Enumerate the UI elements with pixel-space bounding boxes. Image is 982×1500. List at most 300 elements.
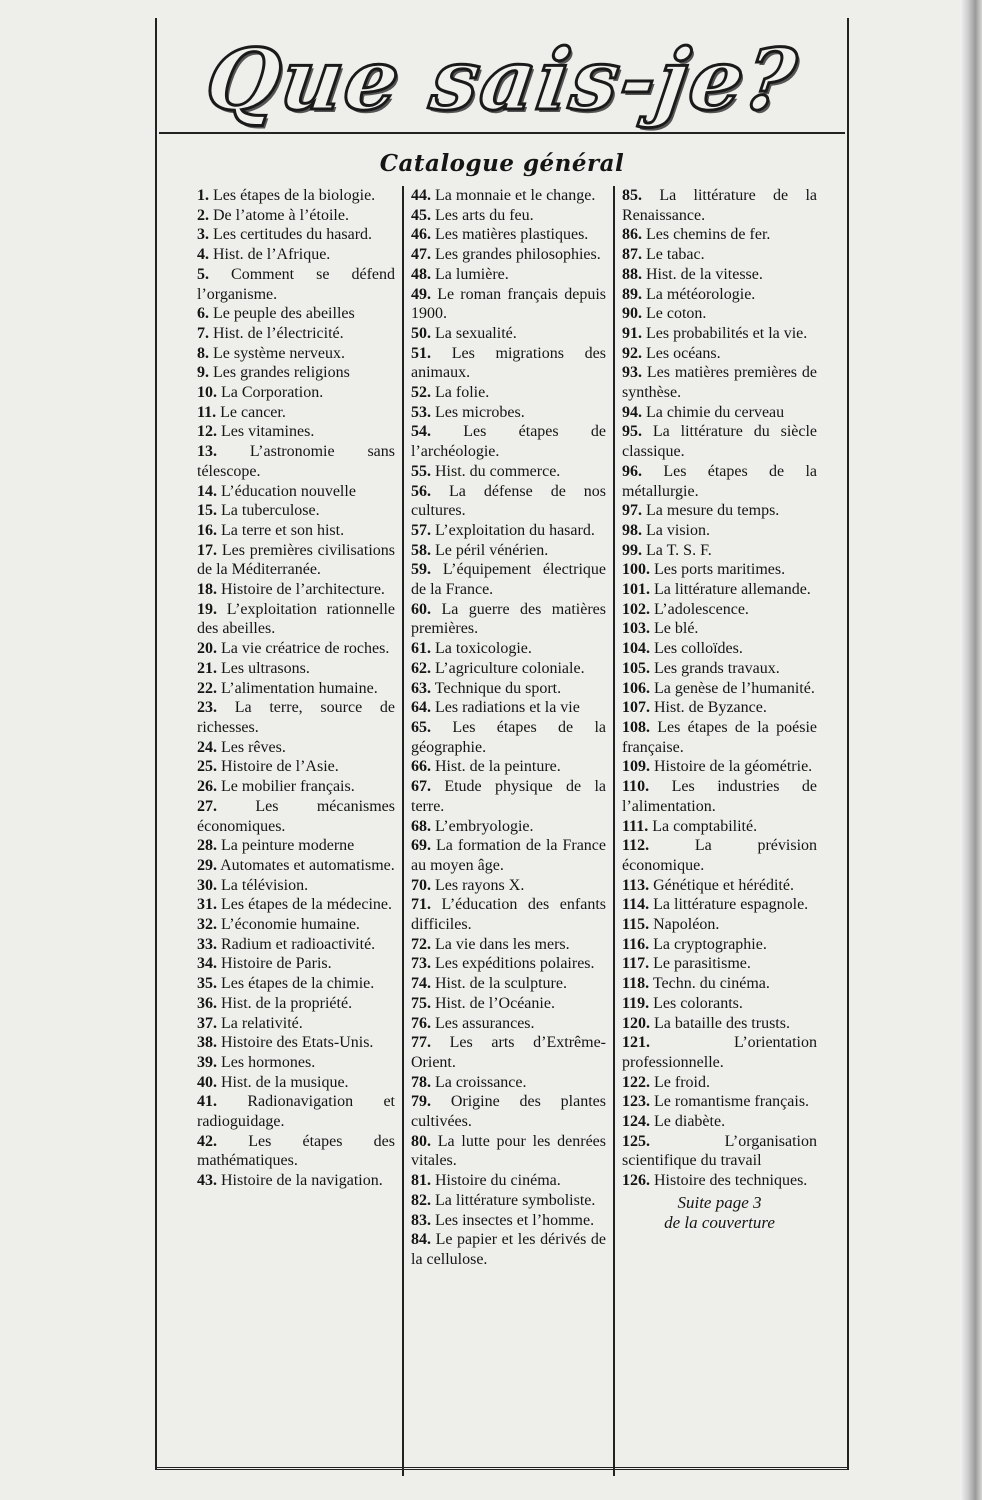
entry-title: Le système nerveux. xyxy=(213,344,345,362)
entry-title: L’éducation des enfants difficiles. xyxy=(411,896,606,934)
entry-number: 113. xyxy=(622,876,650,894)
catalog-entry xyxy=(622,344,817,364)
catalog-entry xyxy=(197,659,395,679)
entry-number: 30. xyxy=(197,876,217,894)
catalog-entry xyxy=(622,1092,817,1112)
catalog-entry xyxy=(622,225,817,245)
entry-title: Les colloïdes. xyxy=(654,640,743,658)
catalog-entry xyxy=(622,698,817,718)
catalog-entry xyxy=(622,817,817,837)
catalog-entry xyxy=(622,1112,817,1132)
catalog-entry xyxy=(197,344,395,364)
catalog-entry xyxy=(622,876,817,896)
catalog-entry xyxy=(411,836,606,875)
entry-number: 104. xyxy=(622,640,650,658)
entry-title: La peinture moderne xyxy=(221,837,355,855)
catalog-entry xyxy=(197,679,395,699)
entry-title: Histoire de la navigation. xyxy=(221,1172,383,1190)
catalog-entry xyxy=(411,679,606,699)
catalog-entry xyxy=(197,186,395,206)
entry-title: Le parasitisme. xyxy=(653,955,751,973)
entry-title: Les ultrasons. xyxy=(221,659,310,677)
catalog-entry xyxy=(197,836,395,856)
entry-title: Les grands travaux. xyxy=(654,659,780,677)
catalog-entry xyxy=(622,285,817,305)
catalog-entry xyxy=(622,501,817,521)
entry-number: 32. xyxy=(197,916,217,934)
entry-number: 33. xyxy=(197,935,217,953)
entry-number: 24. xyxy=(197,738,217,756)
entry-number: 1. xyxy=(197,187,209,204)
entry-number: 35. xyxy=(197,975,217,993)
entry-number: 12. xyxy=(197,423,217,441)
entry-number: 47. xyxy=(411,246,431,264)
entry-number: 2. xyxy=(197,206,209,224)
entry-number: 94. xyxy=(622,403,642,421)
entry-title: Hist. de l’Océanie. xyxy=(435,994,555,1012)
catalog-column-3 xyxy=(615,186,817,1476)
catalog-entry xyxy=(411,541,606,561)
entry-number: 4. xyxy=(197,246,209,264)
catalog-entry xyxy=(622,659,817,679)
catalog-entry xyxy=(197,225,395,245)
catalog-entry xyxy=(197,698,395,737)
entry-number: 90. xyxy=(622,305,642,323)
catalog-entry xyxy=(411,994,606,1014)
entry-title: Les rêves. xyxy=(221,738,286,756)
catalog-entry xyxy=(197,363,395,383)
entry-number: 82. xyxy=(411,1191,431,1209)
entry-title: La prévision économique. xyxy=(622,837,818,874)
catalog-entry xyxy=(197,1171,395,1191)
entry-title: Le froid. xyxy=(654,1073,710,1091)
entry-number: 75. xyxy=(411,994,431,1012)
entry-title: Les premières civilisations de la Méditerranée. xyxy=(197,541,395,579)
entry-number: 23. xyxy=(197,699,217,717)
entry-number: 34. xyxy=(197,955,217,973)
catalog-entry xyxy=(622,324,817,344)
catalog-entry xyxy=(411,560,606,599)
entry-number: 66. xyxy=(411,758,431,776)
entry-number: 121. xyxy=(622,1034,650,1052)
entry-number: 20. xyxy=(197,640,217,658)
entry-number: 83. xyxy=(411,1211,431,1229)
entry-title: Le tabac. xyxy=(646,246,705,264)
catalog-entry xyxy=(197,1053,395,1073)
entry-number: 58. xyxy=(411,541,431,559)
entry-number: 126. xyxy=(622,1172,650,1190)
entry-title: La formation de la France au moyen âge. xyxy=(411,837,606,874)
catalog-entry xyxy=(197,974,395,994)
entry-number: 39. xyxy=(197,1053,217,1071)
entry-title: Les certitudes du hasard. xyxy=(213,226,373,244)
entry-title: Le blé. xyxy=(654,620,699,638)
entry-number: 49. xyxy=(411,285,431,303)
catalog-entry xyxy=(197,1092,395,1131)
entry-number: 59. xyxy=(411,561,431,579)
entry-number: 5. xyxy=(197,265,209,283)
entry-title: La défense de nos cultures. xyxy=(411,482,606,520)
entry-number: 36. xyxy=(197,994,217,1012)
entry-title: Les étapes de la poésie française. xyxy=(622,718,817,756)
entry-number: 56. xyxy=(411,482,431,500)
entry-title: L’alimentation humaine. xyxy=(221,679,378,697)
catalog-entry xyxy=(197,521,395,541)
catalog-entry xyxy=(622,600,817,620)
entry-number: 37. xyxy=(197,1014,217,1032)
entry-title: L’adolescence. xyxy=(654,600,749,618)
entry-number: 10. xyxy=(197,384,217,402)
entry-title: Hist. de la peinture. xyxy=(435,758,561,776)
entry-title: La comptabilité. xyxy=(652,817,758,835)
entry-title: Les probabilités et la vie. xyxy=(646,324,808,342)
entry-title: La T. S. F. xyxy=(646,541,712,559)
entry-number: 96. xyxy=(622,462,642,480)
catalog-entry xyxy=(411,1092,606,1131)
entry-number: 26. xyxy=(197,778,217,796)
catalog-entry xyxy=(622,679,817,699)
entry-title: Les arts d’Extrême-Orient. xyxy=(411,1034,607,1071)
entry-number: 78. xyxy=(411,1073,431,1091)
catalog-entry xyxy=(622,915,817,935)
catalog-entry xyxy=(622,580,817,600)
catalog-entry xyxy=(411,186,606,206)
entry-number: 80. xyxy=(411,1132,431,1150)
entry-number: 3. xyxy=(197,226,209,244)
entry-number: 88. xyxy=(622,265,642,283)
catalog-entry xyxy=(622,265,817,285)
catalog-entry xyxy=(411,876,606,896)
catalog-entry xyxy=(622,639,817,659)
catalog-entry xyxy=(197,541,395,580)
entry-number: 98. xyxy=(622,521,642,539)
entry-number: 79. xyxy=(411,1093,431,1111)
entry-title: Les grandes religions xyxy=(213,364,350,382)
entry-title: Histoire de la géométrie. xyxy=(654,758,813,776)
entry-title: Les colorants. xyxy=(653,994,743,1012)
entry-title: La tuberculose. xyxy=(221,502,320,520)
catalog-entry xyxy=(197,1014,395,1034)
entry-title: La bataille des trusts. xyxy=(654,1014,790,1032)
entry-number: 6. xyxy=(197,305,209,323)
entry-number: 68. xyxy=(411,817,431,835)
catalog-entry xyxy=(197,403,395,423)
catalog-entry xyxy=(411,974,606,994)
catalog-entry xyxy=(197,639,395,659)
catalog-entry xyxy=(411,639,606,659)
entry-number: 22. xyxy=(197,679,217,697)
entry-title: Hist. de l’Afrique. xyxy=(213,246,331,264)
entry-title: La littérature symboliste. xyxy=(435,1191,596,1209)
catalog-entry xyxy=(622,777,817,816)
entry-title: La guerre des matières premières. xyxy=(411,600,606,638)
catalog-entry xyxy=(622,403,817,423)
catalog-entry xyxy=(197,422,395,442)
entry-number: 92. xyxy=(622,344,642,362)
entry-number: 105. xyxy=(622,659,650,677)
entry-title: La mesure du temps. xyxy=(646,502,780,520)
entry-number: 71. xyxy=(411,896,431,914)
entry-title: La lumière. xyxy=(435,265,509,283)
catalog-entry xyxy=(197,383,395,403)
entry-number: 18. xyxy=(197,581,217,599)
catalog-entry xyxy=(622,186,817,225)
entry-title: Les assurances. xyxy=(435,1014,535,1032)
entry-number: 60. xyxy=(411,600,431,618)
entry-number: 46. xyxy=(411,226,431,244)
entry-title: Les rayons X. xyxy=(435,876,525,894)
catalog-entry xyxy=(411,777,606,816)
entry-title: Les mécanismes économiques. xyxy=(197,797,396,835)
entry-number: 15. xyxy=(197,502,217,520)
entry-title: Les étapes de la biologie. xyxy=(213,187,376,204)
entry-number: 97. xyxy=(622,502,642,520)
series-logo: Que sais-je? xyxy=(200,29,804,129)
catalog-entry xyxy=(197,245,395,265)
entry-number: 14. xyxy=(197,482,217,500)
entry-number: 17. xyxy=(197,541,217,559)
catalog-entry xyxy=(411,324,606,344)
entry-number: 55. xyxy=(411,462,431,480)
entry-title: Les chemins de fer. xyxy=(646,226,771,244)
entry-title: La croissance. xyxy=(435,1073,527,1091)
entry-title: La sexualité. xyxy=(435,324,517,342)
catalog-entry xyxy=(197,797,395,836)
entry-number: 89. xyxy=(622,285,642,303)
catalog-entry xyxy=(197,482,395,502)
catalog-entry xyxy=(411,698,606,718)
entry-number: 107. xyxy=(622,699,650,717)
entry-number: 16. xyxy=(197,521,217,539)
catalog-entry xyxy=(622,363,817,402)
entry-title: Histoire des Etats-Unis. xyxy=(221,1034,374,1052)
entry-number: 103. xyxy=(622,620,650,638)
catalog-entry xyxy=(622,1014,817,1034)
entry-title: Radium et radioactivité. xyxy=(221,935,376,953)
entry-number: 85. xyxy=(622,187,642,204)
catalog-entry xyxy=(197,954,395,974)
entry-title: La vision. xyxy=(646,521,710,539)
entry-title: Le peuple des abeilles xyxy=(213,305,355,323)
catalog-entry xyxy=(411,954,606,974)
entry-title: L’orientation professionnelle. xyxy=(622,1034,817,1071)
entry-title: L’exploitation rationnelle des abeilles. xyxy=(197,600,395,638)
entry-number: 112. xyxy=(622,837,650,855)
entry-title: L’embryologie. xyxy=(435,817,534,835)
entry-number: 27. xyxy=(197,797,217,815)
entry-number: 81. xyxy=(411,1172,431,1190)
entry-title: Les étapes de la géographie. xyxy=(411,718,607,756)
entry-title: Hist. de l’électricité. xyxy=(213,324,344,342)
catalog-entry xyxy=(622,935,817,955)
entry-number: 51. xyxy=(411,344,431,362)
entry-number: 29. xyxy=(197,856,217,874)
entry-title: De l’atome à l’étoile. xyxy=(213,206,349,224)
entry-title: Techn. du cinéma. xyxy=(652,975,770,993)
entry-number: 116. xyxy=(622,935,650,953)
entry-title: La genèse de l’humanité. xyxy=(654,679,815,697)
entry-number: 70. xyxy=(411,876,431,894)
catalog-entry xyxy=(411,659,606,679)
entry-number: 124. xyxy=(622,1113,650,1131)
entry-number: 43. xyxy=(197,1172,217,1190)
catalog-entry xyxy=(197,876,395,896)
entry-title: Les microbes. xyxy=(435,403,525,421)
catalog-entry xyxy=(197,935,395,955)
entry-number: 54. xyxy=(411,423,431,441)
entry-title: Les expéditions polaires. xyxy=(435,955,595,973)
entry-number: 84. xyxy=(411,1231,431,1249)
catalog-entry xyxy=(411,206,606,226)
entry-title: Le coton. xyxy=(646,305,707,323)
entry-title: Hist. de la propriété. xyxy=(221,994,353,1012)
entry-number: 118. xyxy=(622,975,650,993)
entry-number: 115. xyxy=(622,916,650,934)
entry-title: Les vitamines. xyxy=(221,423,315,441)
catalog-entry xyxy=(197,600,395,639)
entry-title: Origine des plantes cultivées. xyxy=(411,1093,606,1131)
continued-line-2: de la couverture xyxy=(664,1212,775,1232)
entry-title: La monnaie et le change. xyxy=(435,187,596,204)
catalog-entry xyxy=(411,245,606,265)
entry-title: Le roman français depuis 1900. xyxy=(411,285,607,323)
entry-number: 21. xyxy=(197,659,217,677)
catalog-entry xyxy=(622,1073,817,1093)
entry-number: 7. xyxy=(197,324,209,342)
entry-title: Les matières plastiques. xyxy=(435,226,589,244)
entry-number: 65. xyxy=(411,718,431,736)
entry-number: 119. xyxy=(622,994,650,1012)
entry-title: La vie dans les mers. xyxy=(435,935,570,953)
catalog-entry xyxy=(411,817,606,837)
entry-number: 120. xyxy=(622,1014,650,1032)
entry-number: 95. xyxy=(622,423,642,441)
catalog-entry xyxy=(622,245,817,265)
catalog-entry xyxy=(622,718,817,757)
entry-number: 69. xyxy=(411,837,431,855)
catalog-entry xyxy=(622,1132,817,1171)
catalog-entry xyxy=(411,1211,606,1231)
entry-number: 110. xyxy=(622,778,650,796)
entry-number: 61. xyxy=(411,640,431,658)
entry-title: Hist. de Byzance. xyxy=(654,699,767,717)
entry-number: 38. xyxy=(197,1034,217,1052)
catalog-entry xyxy=(197,324,395,344)
catalog-columns xyxy=(197,186,817,1476)
entry-title: Automates et automatisme. xyxy=(220,856,395,874)
entry-title: Les migrations des animaux. xyxy=(411,344,607,382)
catalog-title: Catalogue général xyxy=(379,150,625,177)
catalog-entry xyxy=(622,462,817,501)
entry-number: 123. xyxy=(622,1093,650,1111)
catalog-entry xyxy=(622,1033,817,1072)
catalog-entry xyxy=(411,285,606,324)
entry-number: 77. xyxy=(411,1034,431,1052)
entry-number: 117. xyxy=(622,955,650,973)
entry-title: Les étapes des mathématiques. xyxy=(197,1132,396,1170)
entry-number: 19. xyxy=(197,600,217,618)
continued-note xyxy=(622,1193,817,1233)
entry-number: 86. xyxy=(622,226,642,244)
entry-number: 64. xyxy=(411,699,431,717)
entry-number: 101. xyxy=(622,581,650,599)
entry-title: Les étapes de l’archéologie. xyxy=(411,423,607,461)
catalog-entry xyxy=(197,1033,395,1053)
catalog-entry xyxy=(411,895,606,934)
catalog-entry xyxy=(411,1132,606,1171)
entry-title: Comment se défend l’organisme. xyxy=(197,265,396,303)
catalog-entry xyxy=(411,1033,606,1072)
catalog-entry xyxy=(622,1171,817,1191)
entry-number: 111. xyxy=(622,817,649,835)
entry-title: Les étapes de la métallurgie. xyxy=(622,462,818,500)
entry-title: Etude physique de la terre. xyxy=(411,778,606,815)
entry-title: La littérature du siècle classique. xyxy=(622,423,818,461)
page-edge-shadow xyxy=(960,0,982,1500)
catalog-entry xyxy=(622,757,817,777)
entry-title: La lutte pour les denrées vitales. xyxy=(411,1132,606,1170)
entry-title: La littérature espagnole. xyxy=(653,896,809,914)
catalog-column-1 xyxy=(197,186,402,1476)
catalog-frame xyxy=(155,18,849,1470)
catalog-entry xyxy=(622,954,817,974)
entry-title: Les hormones. xyxy=(221,1053,316,1071)
catalog-entry xyxy=(411,462,606,482)
entry-title: L’équipement électrique de la France. xyxy=(411,561,606,599)
catalog-entry xyxy=(197,757,395,777)
entry-number: 45. xyxy=(411,206,431,224)
entry-title: Histoire de l’architecture. xyxy=(221,581,385,599)
catalog-entry xyxy=(411,1191,606,1211)
entry-number: 53. xyxy=(411,403,431,421)
entry-title: La terre et son hist. xyxy=(221,521,345,539)
entry-number: 102. xyxy=(622,600,650,618)
continued-line-1: Suite page 3 xyxy=(677,1192,762,1212)
catalog-entry xyxy=(197,1132,395,1171)
entry-number: 41. xyxy=(197,1093,217,1111)
catalog-entry xyxy=(411,1073,606,1093)
catalog-entry xyxy=(622,422,817,461)
entry-number: 109. xyxy=(622,758,650,776)
entry-title: Hist. de la musique. xyxy=(221,1073,349,1091)
entry-number: 50. xyxy=(411,324,431,342)
entry-number: 99. xyxy=(622,541,642,559)
entry-number: 93. xyxy=(622,364,642,382)
entry-title: L’économie humaine. xyxy=(221,916,360,934)
entry-number: 31. xyxy=(197,896,217,914)
catalog-entry xyxy=(411,718,606,757)
catalog-entry xyxy=(622,895,817,915)
catalog-entry xyxy=(622,619,817,639)
entry-title: Hist. de la sculpture. xyxy=(435,975,567,993)
entry-title: Les insectes et l’homme. xyxy=(435,1211,595,1229)
catalog-entry xyxy=(197,580,395,600)
catalog-entry xyxy=(197,738,395,758)
entry-number: 74. xyxy=(411,975,431,993)
catalog-entry xyxy=(622,541,817,561)
catalog-entry xyxy=(622,994,817,1014)
catalog-entry xyxy=(197,501,395,521)
entry-title: Les océans. xyxy=(646,344,721,362)
entry-title: Hist. du commerce. xyxy=(435,462,561,480)
entry-title: La chimie du cerveau xyxy=(646,403,785,421)
entry-title: La météorologie. xyxy=(646,285,756,303)
entry-title: Le papier et les dérivés de la cellulose. xyxy=(411,1231,606,1268)
entry-number: 106. xyxy=(622,679,650,697)
entry-number: 87. xyxy=(622,246,642,264)
catalog-entry xyxy=(411,1171,606,1191)
catalog-entry xyxy=(197,994,395,1014)
